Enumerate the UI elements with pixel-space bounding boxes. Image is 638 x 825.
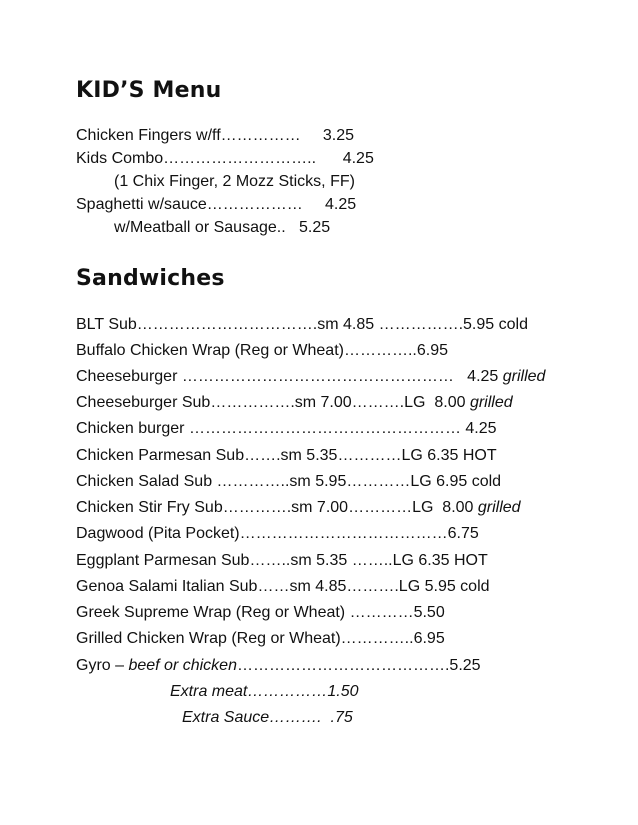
sandwich-item-text: Gyro –	[76, 657, 129, 674]
sandwich-item-text: Chicken Stir Fry Sub………….sm 7.00…………LG 8.00	[76, 499, 478, 516]
sandwich-item	[76, 446, 497, 466]
sandwich-item-text: Eggplant Parmesan Sub……..sm 5.35 ……..LG 6.35 HOT	[76, 552, 488, 569]
sandwich-item-text: Chicken Parmesan Sub…….sm 5.35…………LG 6.35 HOT	[76, 447, 497, 464]
sandwich-item-text: Greek Supreme Wrap (Reg or Wheat) …………5.50	[76, 604, 445, 621]
sandwich-item-text: Chicken Salad Sub …………..sm 5.95…………LG 6.95 cold	[76, 473, 502, 490]
sandwich-item-text: Chicken burger …………………………………………… 4.25	[76, 420, 497, 437]
sandwich-item	[76, 656, 481, 676]
kids-menu-item	[114, 218, 330, 238]
sandwich-item-text: grilled	[502, 368, 546, 385]
kids-menu-item-text: Spaghetti w/sauce……………… 4.25	[76, 196, 357, 213]
sandwich-item	[76, 498, 521, 518]
sandwich-item	[76, 524, 479, 544]
sandwich-item	[76, 551, 488, 571]
kids-menu-item	[76, 195, 356, 215]
sandwich-item-text: grilled	[477, 499, 521, 516]
sandwich-item-text: Extra meat……………1.50	[170, 683, 359, 700]
sandwich-item-text: Extra Sauce………. .75	[182, 709, 353, 726]
sandwiches-heading: Sandwiches	[76, 266, 225, 291]
kids-menu-heading: KID’S Menu	[76, 78, 222, 103]
sandwich-item-text: grilled	[469, 394, 513, 411]
kids-menu-item	[76, 126, 354, 146]
sandwich-item	[76, 472, 501, 492]
kids-menu-item-text: Kids Combo……………………….. 4.25	[76, 150, 374, 167]
sandwich-item	[76, 629, 445, 649]
sandwich-item-text: Cheeseburger …………………………………………… 4.25	[76, 368, 503, 385]
kids-menu-item	[76, 149, 374, 169]
sandwich-item	[76, 603, 445, 623]
sandwich-item	[170, 682, 359, 702]
sandwich-item	[76, 419, 497, 439]
kids-menu-item	[114, 172, 355, 192]
sandwich-item-text: BLT Sub…………………………….sm 4.85 …………….5.95 cold	[76, 316, 528, 333]
kids-menu-item-text: (1 Chix Finger, 2 Mozz Sticks, FF)	[114, 173, 355, 190]
sandwich-item-text: Grilled Chicken Wrap (Reg or Wheat)…………..6.95	[76, 630, 445, 647]
sandwich-item	[182, 708, 353, 728]
sandwich-item-text: beef or chicken	[128, 657, 237, 674]
sandwich-item	[76, 315, 528, 335]
sandwich-item	[76, 393, 513, 413]
sandwich-item	[76, 341, 448, 361]
sandwich-item	[76, 577, 490, 597]
sandwich-item-text: Cheeseburger Sub…………….sm 7.00……….LG 8.00	[76, 394, 470, 411]
sandwich-item	[76, 367, 545, 387]
sandwich-item-text: Dagwood (Pita Pocket)…………………………………6.75	[76, 525, 479, 542]
kids-menu-item-text: Chicken Fingers w/ff…………… 3.25	[76, 127, 355, 144]
sandwich-item-text: Genoa Salami Italian Sub……sm 4.85……….LG 5.95 cold	[76, 578, 490, 595]
sandwich-item-text: Buffalo Chicken Wrap (Reg or Wheat)…………..6.95	[76, 342, 448, 359]
kids-menu-item-text: w/Meatball or Sausage.. 5.25	[114, 219, 331, 236]
sandwich-item-text: ………………………………….5.25	[236, 657, 481, 674]
